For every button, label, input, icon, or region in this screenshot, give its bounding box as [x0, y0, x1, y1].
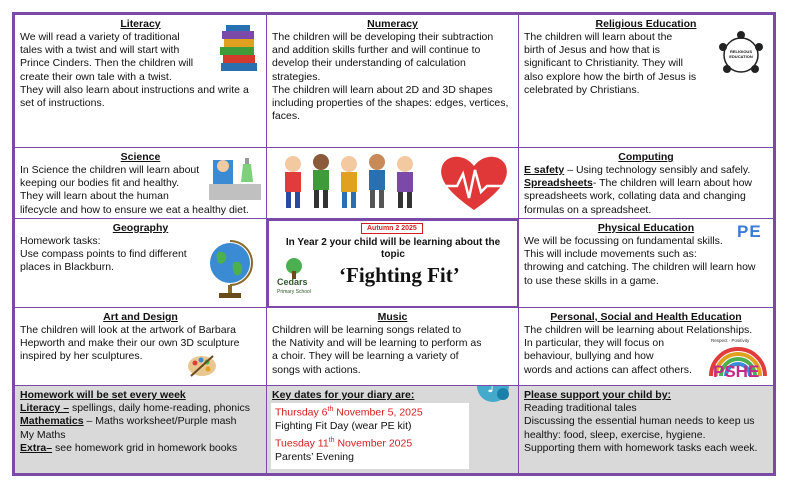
computing-heading: Computing [618, 151, 674, 163]
topic-title: ‘Fighting Fit’ [339, 263, 460, 287]
homework-text: Homework will be set every week Literacy – spellings, daily home-reading, phonics Mathematics – Maths worksheet/Purple mash My Maths Extra– see homework grid in homework books [15, 386, 266, 455]
numeracy-heading: Numeracy [367, 18, 418, 30]
svg-text:♪: ♪ [487, 377, 498, 396]
topic-intro: In Year 2 your child will be learning about the topic [285, 237, 501, 260]
religious-symbols-icon: RELIGIOUS EDUCATION [715, 29, 767, 81]
date-1: Thursday 6th November 5, 2025 [275, 406, 423, 419]
re-heading: Religious Education [595, 18, 697, 30]
literacy-cell: Literacy We will read a variety of traditional tales with a twist and will start with Prince Cinders. Then the children will create their own tale with a twist. They will also learn about instructions and write a set of instructions. [15, 15, 267, 148]
pe-cell [519, 219, 773, 308]
numeracy-text: The children will be developing their subtraction and addition skills further and will continue to develop their understanding of calculation strategies. The children will learn about 2D and 3D shapes including properties of the shapes: edges, vertices, faces. [272, 31, 509, 123]
pshe-cell [519, 308, 773, 386]
numeracy-cell [267, 15, 519, 148]
science-lab-icon [207, 156, 263, 202]
pshe-text: The children will be learning about Relationships. In particular, they will focus on behaviour, bullying and how words and actions can affect others. [524, 324, 753, 376]
key-dates-box [271, 403, 469, 469]
event-2: Parents’ Evening [275, 450, 354, 463]
globe-icon [205, 239, 255, 301]
science-text: In Science the children will learn about keeping our bodies fit and healthy. They will learn about the human lifecycle and how to ensure we eat a healthy diet. [20, 164, 249, 216]
school-logo-tree-icon [283, 257, 305, 279]
curriculum-grid [12, 12, 776, 476]
geography-cell [15, 219, 267, 308]
books-icon [217, 25, 261, 73]
literacy-text: We will read a variety of traditional tales with a twist and will start with Prince Cinders. Then the children will create their own tale with a twist. [20, 31, 194, 83]
music-cell [267, 308, 519, 386]
diary-cell [267, 377, 519, 473]
re-text: The children will learn about the birth of Jesus and how that is significant to Christianity. They will also explore how the birth of Jesus is celebrated by Christians. [524, 31, 697, 96]
science-cell [15, 148, 267, 219]
computing-cell [519, 148, 773, 219]
pe-text: We will be focussing on fundamental skills. This will include movements such as: throwing and catching. The children will learn how to use these skills in a game. [524, 235, 756, 287]
term-badge: Autumn 2 2025 [361, 223, 423, 234]
topic-cell [267, 219, 519, 308]
homework-cell [15, 386, 267, 473]
support-heading: Please support your child by: [524, 389, 672, 401]
music-text: Children will be learning songs related to the Nativity and will be learning to perform as a choir. They will be learning a variety of songs with actions. [272, 324, 482, 376]
children-group-icon [273, 152, 423, 214]
computing-text: E safety – Using technology sensibly and safely. Spreadsheets- The children will learn about how spreadsheets work, collating data and changing formulas on a spreadsheet. [524, 164, 753, 216]
pshe-heading: Personal, Social and Health Education [550, 311, 742, 323]
pe-icon: PE [737, 222, 762, 241]
science-heading: Science [120, 151, 161, 163]
event-1: Fighting Fit Day (wear PE kit) [275, 420, 412, 432]
geography-text: Homework tasks: Use compass points to find different places in Blackburn. [20, 235, 187, 274]
diary-heading: Key dates for your diary are: [272, 389, 415, 401]
heart-icon [435, 152, 513, 214]
topic-images-cell [267, 148, 519, 219]
music-heading: Music [377, 311, 408, 323]
literacy-heading: Literacy [120, 18, 161, 30]
art-heading: Art and Design [103, 311, 178, 323]
school-subtitle: Primary School [277, 289, 311, 295]
art-text: The children will look at the artwork of Barbara Hepworth and make their our own 3D sculpture inspired by her sculptures. [20, 324, 240, 363]
support-cell [519, 386, 773, 473]
music-splash-icon [473, 377, 513, 406]
school-name: Cedars [277, 277, 308, 287]
pe-heading: Physical Education [597, 222, 695, 234]
homework-heading: Homework will be set every week [20, 389, 186, 401]
pshe-rainbow-icon: Respect · Positivity PSHE [707, 338, 769, 386]
geography-heading: Geography [112, 222, 169, 234]
support-text: Please support your child by: Reading traditional tales Discussing the essential human needs to keep us healthy: food, sleep, exercise, hygiene. Supporting them with homework tasks each week. [519, 386, 773, 455]
art-cell [15, 308, 267, 386]
date-2: Tuesday 11th November 2025 [275, 436, 413, 449]
paint-palette-icon [187, 354, 217, 378]
religious-education-cell [519, 15, 773, 148]
